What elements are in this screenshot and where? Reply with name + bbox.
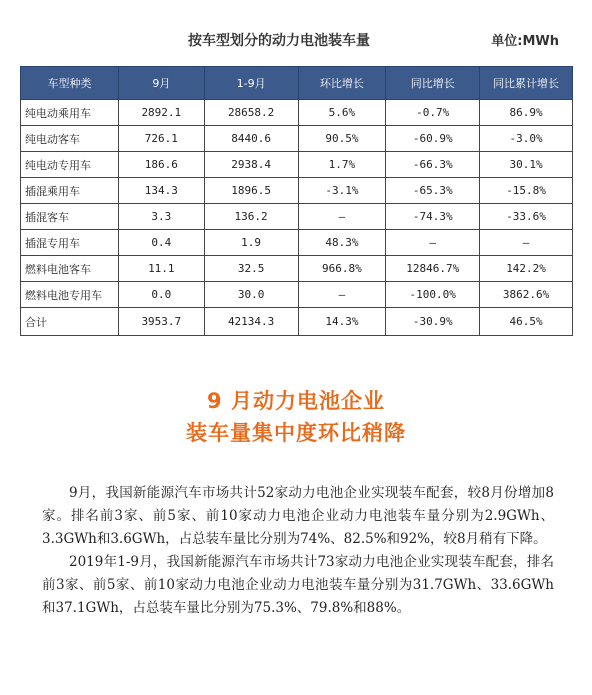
table-cell: -65.3%: [386, 178, 480, 204]
table-header: [0, 30, 592, 54]
table-cell: 0.0: [118, 282, 204, 308]
column-header: 9月: [118, 67, 204, 100]
table-cell: 42134.3: [204, 308, 298, 336]
table-row: [21, 100, 573, 126]
table-cell: 90.5%: [298, 126, 386, 152]
table-cell: -30.9%: [386, 308, 480, 336]
table-cell: 3.3: [118, 204, 204, 230]
table-cell: 134.3: [118, 178, 204, 204]
table-row: [21, 282, 573, 308]
table-cell: 1896.5: [204, 178, 298, 204]
column-header: 环比增长: [298, 67, 386, 100]
table-cell: 966.8%: [298, 256, 386, 282]
table-cell: 86.9%: [480, 100, 573, 126]
article-headline-line2: 装车量集中度环比稍降: [186, 421, 406, 445]
vehicle-type-cell: 燃料电池客车: [21, 256, 119, 282]
table-cell: -74.3%: [386, 204, 480, 230]
article-headline-line1: 9 月动力电池企业: [207, 389, 385, 413]
table-cell: 3953.7: [118, 308, 204, 336]
table-row: [21, 204, 573, 230]
table-cell: 136.2: [204, 204, 298, 230]
vehicle-type-cell: 插混专用车: [21, 230, 119, 256]
table-cell: 3862.6%: [480, 282, 573, 308]
table-cell: —: [480, 230, 573, 256]
table-cell: -0.7%: [386, 100, 480, 126]
vehicle-type-cell: 纯电动乘用车: [21, 100, 119, 126]
table-cell: 1.7%: [298, 152, 386, 178]
vehicle-type-cell: 燃料电池专用车: [21, 282, 119, 308]
column-header: 同比增长: [386, 67, 480, 100]
unit-label: 单位:MWh: [491, 34, 559, 49]
table-cell: 142.2%: [480, 256, 573, 282]
table-cell: -66.3%: [386, 152, 480, 178]
table-cell: -33.6%: [480, 204, 573, 230]
table-cell: 5.6%: [298, 100, 386, 126]
table-row: [21, 152, 573, 178]
vehicle-type-cell: 纯电动客车: [21, 126, 119, 152]
table-cell: 48.3%: [298, 230, 386, 256]
table-cell: -15.8%: [480, 178, 573, 204]
vehicle-type-cell: 插混乘用车: [21, 178, 119, 204]
table-cell: —: [298, 282, 386, 308]
column-header: 1-9月: [204, 67, 298, 100]
vehicle-type-cell: 合计: [21, 308, 119, 336]
table-cell: 46.5%: [480, 308, 573, 336]
table-cell: 1.9: [204, 230, 298, 256]
table-cell: 28658.2: [204, 100, 298, 126]
article-body: [42, 482, 554, 620]
article-paragraph: 9月，我国新能源汽车市场共计52家动力电池企业实现装车配套，较8月份增加8家。排名前3家、前5家、前10家动力电池企业动力电池装车量分别为2.9GWh、3.3GWh和3.6GWh，占总装车量比分别为74%、82.5%和92%，较8月稍有下降。: [42, 485, 554, 547]
battery-installation-table: [20, 66, 573, 336]
table-cell: 12846.7%: [386, 256, 480, 282]
table-cell: 726.1: [118, 126, 204, 152]
table-row: [21, 126, 573, 152]
table-cell: 30.1%: [480, 152, 573, 178]
table-cell: -3.0%: [480, 126, 573, 152]
vehicle-type-cell: 纯电动专用车: [21, 152, 119, 178]
table-row: [21, 178, 573, 204]
table-cell: 32.5: [204, 256, 298, 282]
table-cell: -3.1%: [298, 178, 386, 204]
table-cell: 2938.4: [204, 152, 298, 178]
table-title: 按车型划分的动力电池装车量: [188, 33, 370, 49]
table-cell: 2892.1: [118, 100, 204, 126]
table-cell: —: [386, 230, 480, 256]
table-cell: 0.4: [118, 230, 204, 256]
article-paragraph: 2019年1-9月，我国新能源汽车市场共计73家动力电池企业实现装车配套，排名前3家、前5家、前10家动力电池企业动力电池装车量分别为31.7GWh、33.6GWh和37.1GWh，占总装车量比分别为75.3%、79.8%和88%。: [42, 554, 554, 616]
vehicle-type-cell: 插混客车: [21, 204, 119, 230]
table-cell: 11.1: [118, 256, 204, 282]
table-header-row: [21, 67, 573, 100]
table-row: [21, 230, 573, 256]
column-header: 车型种类: [21, 67, 119, 100]
table-row: [21, 256, 573, 282]
table-cell: -100.0%: [386, 282, 480, 308]
table-cell: 8440.6: [204, 126, 298, 152]
table-cell: 186.6: [118, 152, 204, 178]
table-total-row: [21, 308, 573, 336]
table-cell: -60.9%: [386, 126, 480, 152]
table-cell: 14.3%: [298, 308, 386, 336]
table-cell: —: [298, 204, 386, 230]
column-header: 同比累计增长: [480, 67, 573, 100]
table-cell: 30.0: [204, 282, 298, 308]
